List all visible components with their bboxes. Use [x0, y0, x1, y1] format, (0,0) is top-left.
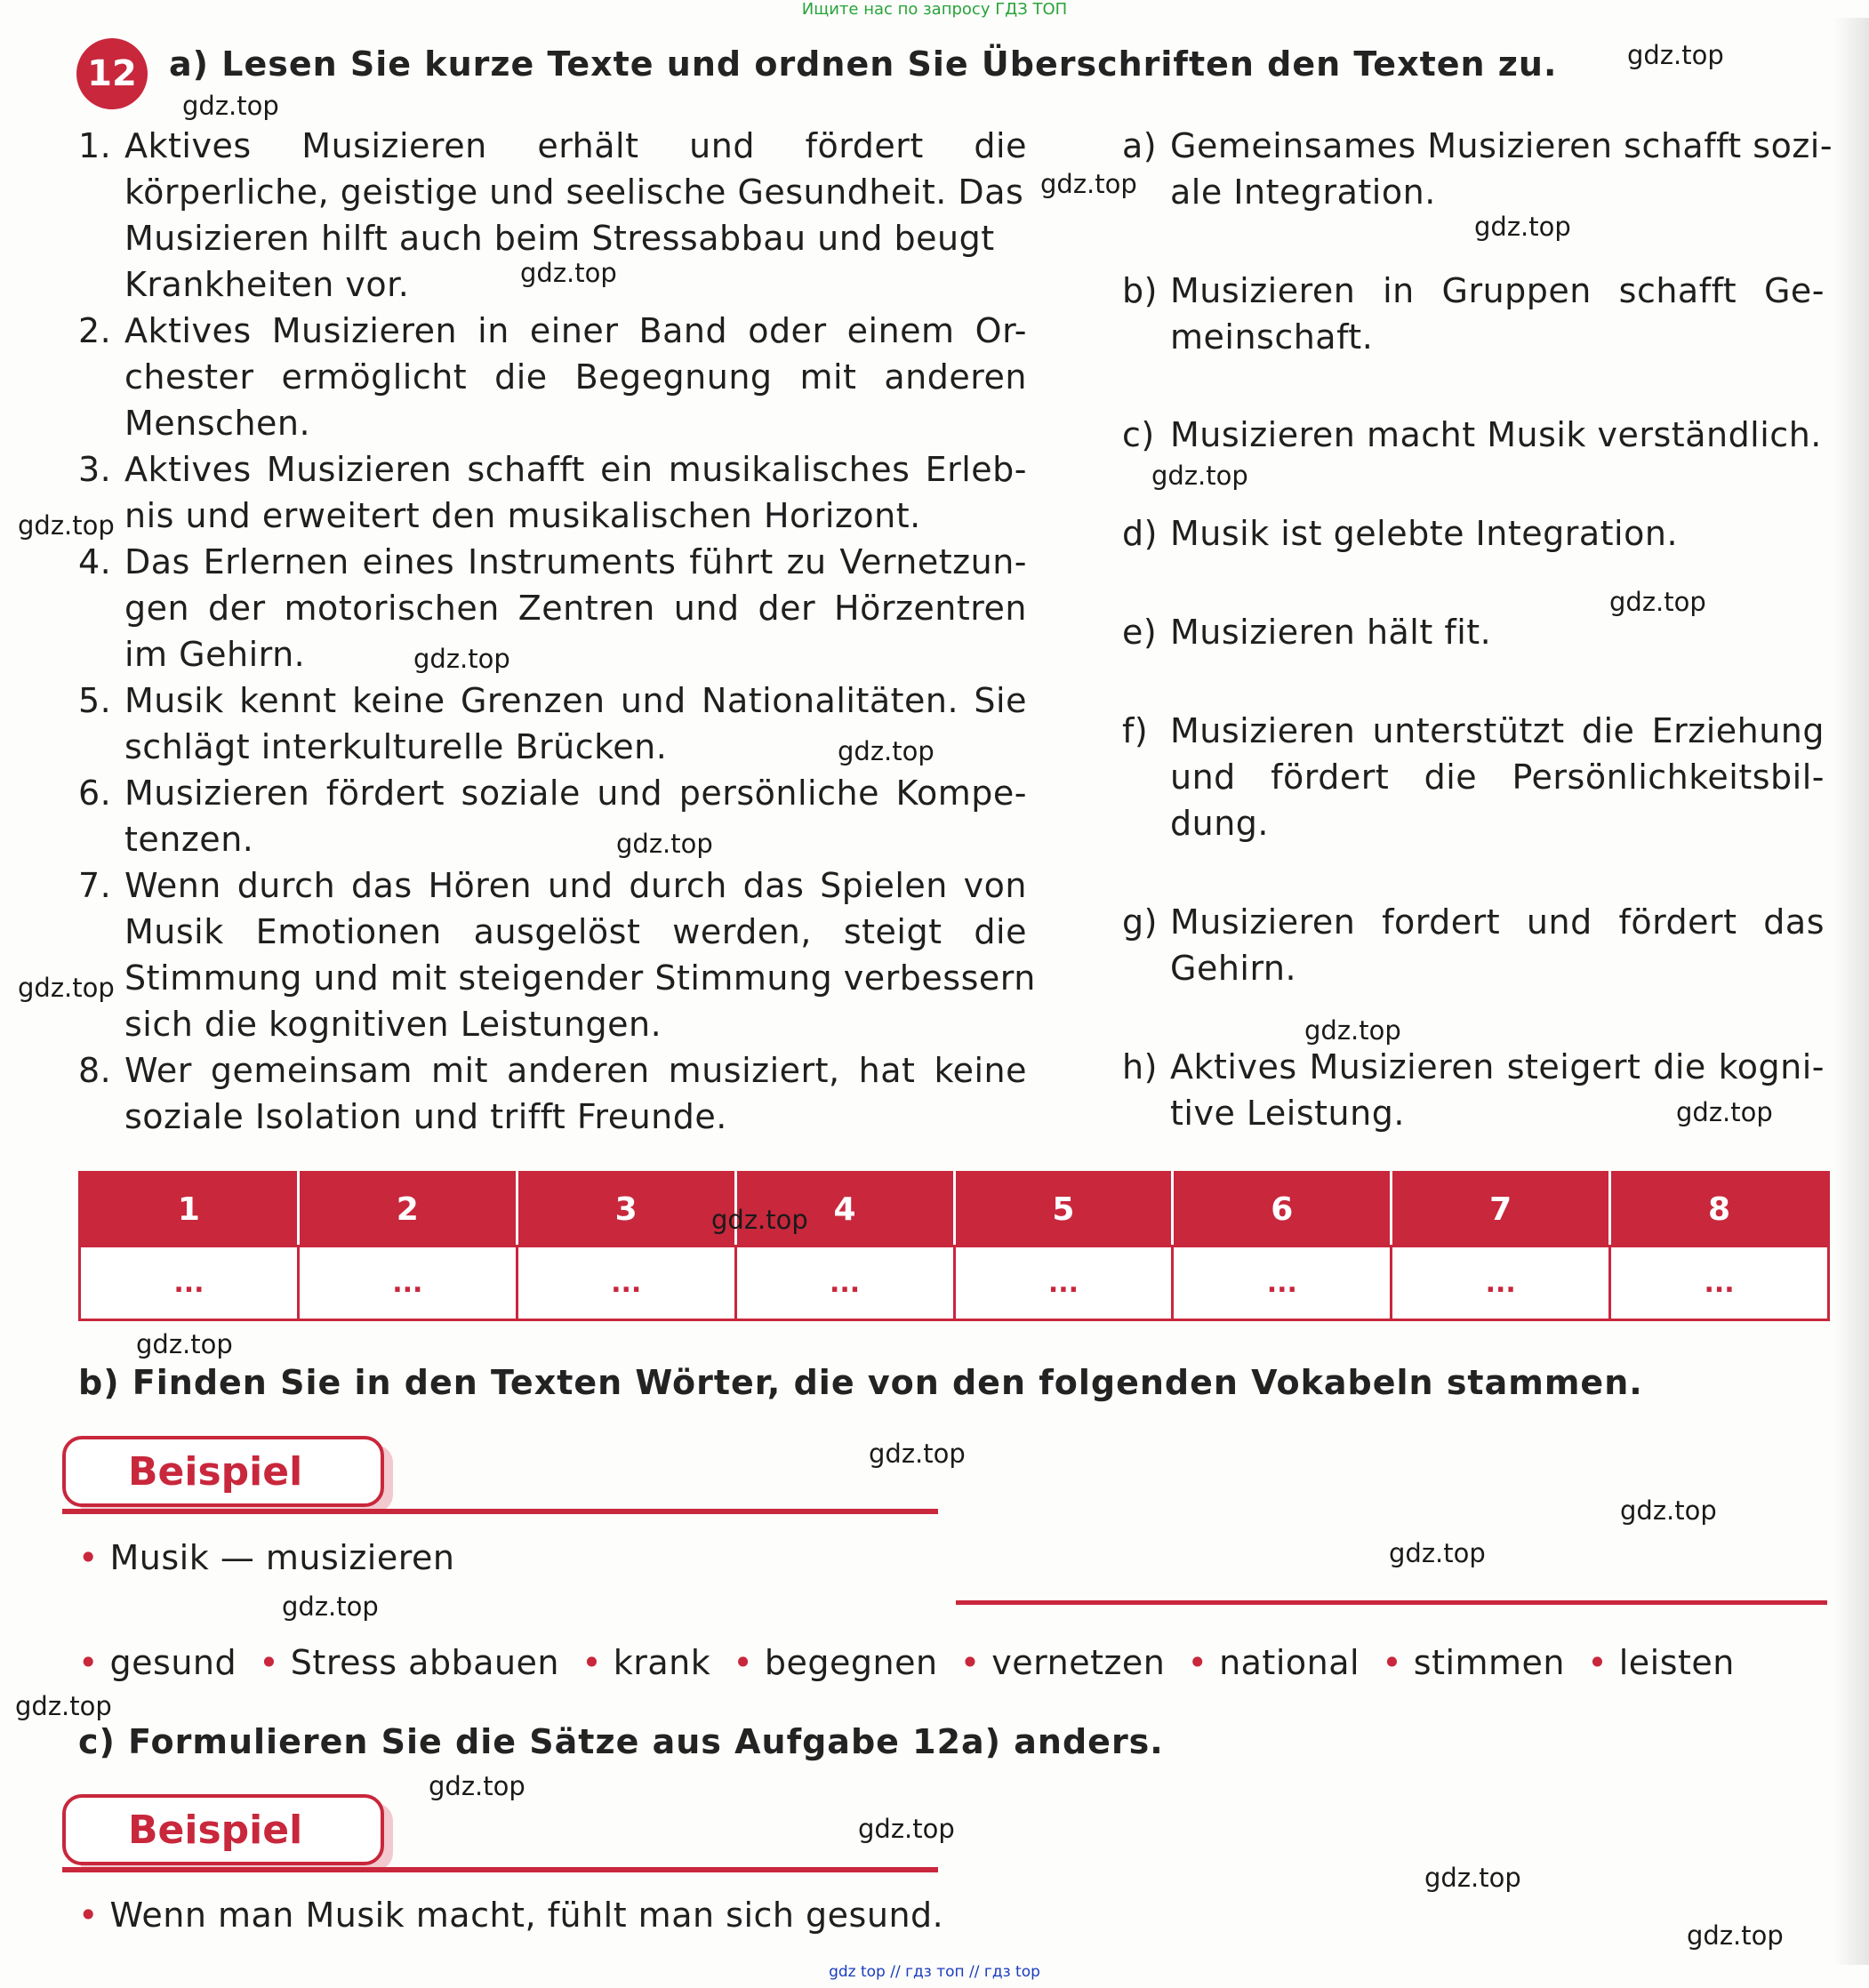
- answer-cell[interactable]: ...: [298, 1247, 517, 1320]
- watermark: gdz.top: [869, 1439, 966, 1469]
- heading-line: Musizieren unterstützt die Erziehung: [1170, 711, 1825, 750]
- text-line: Wer gemeinsam mit anderen musiziert, hat keine: [124, 1051, 1027, 1090]
- heading-line: und fördert die Persönlichkeitsbil-: [1170, 758, 1825, 797]
- heading-line: Gemeinsames Musizieren schafft sozi-: [1170, 126, 1833, 165]
- text-line: Wenn durch das Hören und durch das Spielen von: [124, 866, 1027, 905]
- table-header-cell: 3: [517, 1173, 735, 1247]
- answer-cell[interactable]: ...: [1173, 1247, 1392, 1320]
- page-edge-shadow: [1833, 18, 1869, 1965]
- text-line: Aktives Musizieren in einer Band oder einem Or-: [124, 311, 1027, 350]
- heading-line: Musizieren in Gruppen schafft Ge-: [1170, 271, 1825, 310]
- vocab-item: stimmen: [1413, 1643, 1566, 1682]
- text-line: im Gehirn.: [124, 635, 306, 674]
- watermark: gdz.top: [838, 736, 934, 766]
- bullet-icon: •: [582, 1643, 603, 1682]
- watermark: gdz.top: [1474, 212, 1571, 242]
- answer-table-row: [80, 1247, 1829, 1320]
- watermark: gdz.top: [136, 1329, 233, 1359]
- watermark: gdz.top: [413, 644, 510, 674]
- text-line: Musizieren hilft auch beim Stressabbau und beugt: [124, 219, 995, 258]
- vocab-item: gesund: [109, 1643, 237, 1682]
- table-header-cell: 5: [954, 1173, 1173, 1247]
- vocab-item: vernetzen: [991, 1643, 1166, 1682]
- text-line: Menschen.: [124, 404, 311, 443]
- watermark: gdz.top: [1676, 1097, 1773, 1127]
- watermark: gdz.top: [429, 1771, 525, 1801]
- table-header-cell: 8: [1610, 1173, 1829, 1247]
- table-header-cell: 4: [735, 1173, 954, 1247]
- part-c-heading: c) Formulieren Sie die Sätze aus Aufgabe 12a) anders.: [78, 1722, 1164, 1761]
- watermark: gdz.top: [282, 1591, 379, 1622]
- text-number: 2.: [78, 311, 112, 350]
- watermark: gdz.top: [1609, 587, 1706, 617]
- text-line: Krankheiten vor.: [124, 265, 410, 304]
- watermark: gdz.top: [1304, 1015, 1401, 1046]
- text-number: 3.: [78, 450, 112, 489]
- heading-line: Musizieren fordert und fördert das: [1170, 902, 1825, 942]
- heading-line: Musizieren hält fit.: [1170, 613, 1492, 652]
- watermark: gdz.top: [18, 973, 115, 1003]
- bullet-icon: •: [259, 1643, 280, 1682]
- answer-cell[interactable]: ...: [735, 1247, 954, 1320]
- table-header-cell: 2: [298, 1173, 517, 1247]
- vocab-item: Stress abbauen: [290, 1643, 560, 1682]
- table-header-cell: 1: [80, 1173, 299, 1247]
- text-number: 4.: [78, 542, 112, 581]
- answer-cell[interactable]: ...: [517, 1247, 735, 1320]
- answer-cell[interactable]: ...: [1610, 1247, 1829, 1320]
- heading-letter: d): [1122, 514, 1158, 553]
- heading-line: Musizieren macht Musik verständlich.: [1170, 415, 1822, 454]
- watermark: gdz.top: [1687, 1920, 1784, 1951]
- vocab-item: krank: [613, 1643, 711, 1682]
- watermark: gdz.top: [616, 829, 713, 859]
- bullet-icon: •: [78, 1896, 99, 1935]
- beispiel-label-b: Beispiel: [62, 1436, 384, 1507]
- text-line: schlägt interkulturelle Brücken.: [124, 727, 668, 766]
- watermark: gdz.top: [520, 258, 617, 288]
- vocab-item: begegnen: [764, 1643, 938, 1682]
- vocab-item: leisten: [1618, 1643, 1735, 1682]
- text-number: 7.: [78, 866, 112, 905]
- example-c-text: Wenn man Musik macht, fühlt man sich gesund.: [109, 1896, 944, 1935]
- heading-line: meinschaft.: [1170, 317, 1374, 357]
- vocab-list: [78, 1643, 1735, 1682]
- heading-letter: c): [1122, 415, 1155, 454]
- beispiel-label-c: Beispiel: [62, 1794, 384, 1865]
- part-a-heading: a) Lesen Sie kurze Texte und ordnen Sie Überschriften den Texten zu.: [169, 44, 1558, 84]
- bullet-icon: •: [733, 1643, 754, 1682]
- heading-line: Musik ist gelebte Integration.: [1170, 514, 1679, 553]
- answer-cell[interactable]: ...: [80, 1247, 299, 1320]
- heading-line: tive Leistung.: [1170, 1094, 1405, 1133]
- text-line: sich die kognitiven Leistungen.: [124, 1005, 662, 1044]
- watermark: gdz.top: [1627, 40, 1724, 70]
- heading-letter: e): [1122, 613, 1158, 652]
- heading-line: ale Integration.: [1170, 172, 1436, 212]
- heading-letter: g): [1122, 902, 1158, 942]
- divider: [62, 1509, 938, 1514]
- watermark: gdz.top: [1620, 1495, 1717, 1526]
- watermark: gdz.top: [18, 510, 115, 541]
- text-line: gen der motorischen Zentren und der Hörzentren: [124, 589, 1027, 628]
- text-number: 5.: [78, 681, 112, 720]
- heading-letter: h): [1122, 1047, 1158, 1086]
- answer-cell[interactable]: ...: [954, 1247, 1173, 1320]
- bullet-icon: •: [1187, 1643, 1208, 1682]
- table-header-cell: 6: [1173, 1173, 1392, 1247]
- text-line: chester ermöglicht die Begegnung mit anderen: [124, 357, 1027, 397]
- watermark: gdz.top: [1040, 169, 1137, 199]
- text-line: soziale Isolation und trifft Freunde.: [124, 1097, 727, 1136]
- heading-line: Gehirn.: [1170, 949, 1297, 988]
- text-line: Musizieren fördert soziale und persönliche Kompe-: [124, 774, 1027, 813]
- heading-letter: f): [1122, 711, 1149, 750]
- divider: [62, 1867, 938, 1872]
- text-line: Aktives Musizieren erhält und fördert die: [124, 126, 1027, 165]
- example-b: [78, 1538, 455, 1577]
- bullet-icon: •: [78, 1538, 99, 1577]
- vocab-item: national: [1219, 1643, 1360, 1682]
- answer-cell[interactable]: ...: [1392, 1247, 1610, 1320]
- text-line: tenzen.: [124, 820, 254, 859]
- watermark: gdz.top: [1389, 1538, 1486, 1568]
- text-number: 8.: [78, 1051, 112, 1090]
- heading-letter: a): [1122, 126, 1158, 165]
- task-number-badge: 12: [76, 38, 148, 109]
- example-c: [78, 1896, 943, 1935]
- watermark: gdz.top: [182, 91, 279, 121]
- bullet-icon: •: [1587, 1643, 1608, 1682]
- text-line: Aktives Musizieren schafft ein musikalisches Erleb-: [124, 450, 1027, 489]
- bullet-icon: •: [1382, 1643, 1403, 1682]
- watermark: gdz.top: [858, 1814, 955, 1844]
- text-line: Musik kennt keine Grenzen und Nationalitäten. Sie: [124, 681, 1027, 720]
- answer-table: [78, 1171, 1830, 1321]
- text-line: körperliche, geistige und seelische Gesundheit. Das: [124, 172, 1024, 212]
- watermark: gdz.top: [1151, 461, 1248, 491]
- watermark: gdz.top: [1424, 1863, 1521, 1893]
- text-line: Stimmung und mit steigender Stimmung verbessern: [124, 958, 1036, 998]
- bottom-banner: gdz top // гдз топ // гдз top: [829, 1963, 1040, 1981]
- heading-line: dung.: [1170, 804, 1269, 843]
- table-header-cell: 7: [1392, 1173, 1610, 1247]
- text-line: Das Erlernen eines Instruments führt zu Vernetzun-: [124, 542, 1027, 581]
- top-banner: Ищите нас по запросу ГДЗ ТОП: [801, 0, 1068, 19]
- text-line: nis und erweitert den musikalischen Horizont.: [124, 496, 921, 535]
- part-b-heading: b) Finden Sie in den Texten Wörter, die von den folgenden Vokabeln stammen.: [78, 1363, 1643, 1402]
- text-number: 1.: [78, 126, 112, 165]
- bullet-icon: •: [959, 1643, 981, 1682]
- answer-table-header: [80, 1173, 1829, 1247]
- divider: [956, 1600, 1827, 1605]
- text-number: 6.: [78, 774, 112, 813]
- watermark: gdz.top: [711, 1205, 808, 1235]
- text-line: Musik Emotionen ausgelöst werden, steigt die: [124, 912, 1027, 951]
- watermark: gdz.top: [15, 1691, 112, 1721]
- heading-letter: b): [1122, 271, 1158, 310]
- bullet-icon: •: [78, 1643, 99, 1682]
- example-b-text: Musik — musizieren: [109, 1538, 455, 1577]
- heading-line: Aktives Musizieren steigert die kogni-: [1170, 1047, 1825, 1086]
